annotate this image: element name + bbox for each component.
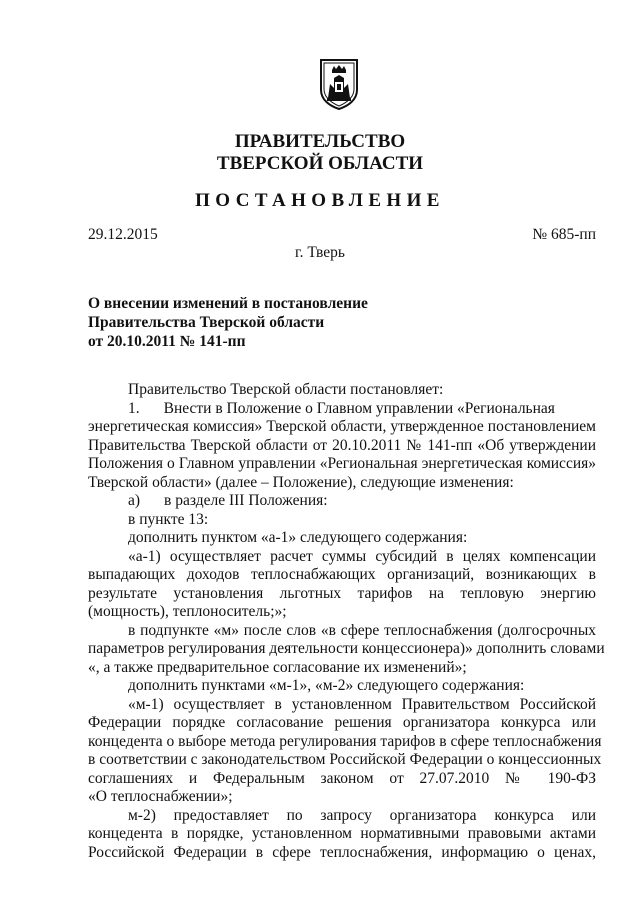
body-line: энергетическая комиссия» Тверской области, утвержденное постановлением xyxy=(88,418,596,435)
document-city: г. Тверь xyxy=(295,244,345,261)
clause-number: 1. xyxy=(128,399,140,417)
body-line: «, а также предварительное согласование их изменений»; xyxy=(88,658,467,676)
body-line: выпадающих доходов теплоснабжающих организаций, возникающих в xyxy=(88,566,596,583)
body-line: «а-1) осуществляет расчет суммы субсидий в целях компенсации xyxy=(128,547,596,565)
body-line: результате установления льготных тарифов на тепловую энергию xyxy=(88,584,596,602)
subject-line: от 20.10.2011 № 141-пп xyxy=(88,333,246,350)
body-line: «О теплоснабжении»; xyxy=(88,788,233,805)
subclause-letter: а) xyxy=(128,492,141,509)
body-line-text: Внести в Положение о Главном управлении «Региональная xyxy=(163,399,555,417)
body-line: м-2) предоставляет по запросу организатора конкурса или xyxy=(128,806,596,824)
body-line: «м-1) осуществляет в установленном Правительством Российской xyxy=(128,695,596,713)
document-number: № 685-пп xyxy=(532,226,596,243)
body-line-text: в разделе III Положения: xyxy=(164,492,328,509)
subject-line: О внесении изменений в постановление xyxy=(88,295,368,312)
body-line: Тверской области» (далее – Положение), следующие изменения: xyxy=(88,473,514,491)
body-line: в пункте 13: xyxy=(128,510,209,528)
body-line: Положения о Главном управлении «Региональная энергетическая комиссия» xyxy=(88,455,596,472)
body-line xyxy=(88,492,596,511)
body-line: Правительство Тверской области постановляет: xyxy=(128,381,444,398)
coat-of-arms-emblem xyxy=(318,58,360,110)
document-date: 29.12.2015 xyxy=(88,226,158,243)
document-subject xyxy=(88,294,528,351)
subject-line: Правительства Тверской области xyxy=(88,314,325,331)
body-line: Правительства Тверской области от 20.10.2011 № 141-пп «Об утверждении xyxy=(88,436,596,454)
body-line: Федерации порядке согласование решения организатора конкурса или xyxy=(88,714,596,731)
government-name-line2: ТВЕРСКОЙ ОБЛАСТИ xyxy=(216,153,424,174)
body-line: соглашениях и Федеральным законом от 27.07.2010 № 190-ФЗ xyxy=(88,769,596,787)
body-line: дополнить пунктами «м-1», «м-2» следующего содержания: xyxy=(128,677,525,694)
body-line: в соответствии с законодательством Российской Федерации о концессионных xyxy=(88,751,602,768)
government-name-line1: ПРАВИТЕЛЬСТВО xyxy=(234,131,406,152)
body-line: Российской Федерации в сфере теплоснабжения, информацию о ценах, xyxy=(88,843,596,861)
body-line: концедента в порядке, установленном нормативными правовыми актами xyxy=(88,825,596,842)
body-line: параметров регулирования деятельности концессионера)» дополнить словами xyxy=(88,640,605,657)
body-line xyxy=(88,400,596,419)
body-line: дополнить пунктом «а-1» следующего содержания: xyxy=(128,529,468,546)
document-type-title: ПОСТАНОВЛЕНИЕ xyxy=(195,190,445,211)
body-line: (мощность), теплоноситель;»; xyxy=(88,603,287,620)
body-line: в подпункте «м» после слов «в сфере теплоснабжения (долгосрочных xyxy=(128,621,596,639)
document-body xyxy=(88,381,605,862)
body-line: концедента о выборе метода регулирования тарифов в сфере теплоснабжения xyxy=(88,732,602,750)
